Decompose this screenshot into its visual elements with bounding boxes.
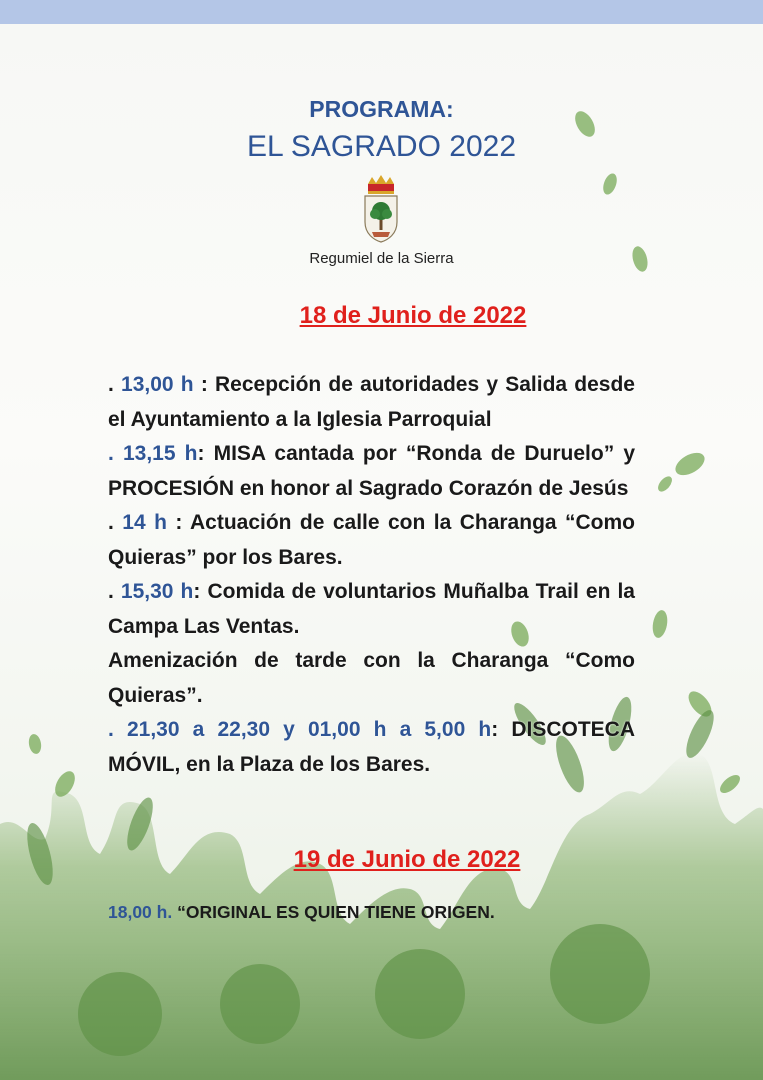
- entry-text: : MISA cantada por “Ronda de Duruelo” y PROCESIÓN en honor al Sagrado Corazón de Jesús: [108, 442, 635, 500]
- top-color-bar: [0, 0, 763, 24]
- program-label: PROGRAMA:: [309, 96, 454, 122]
- coat-of-arms-icon: [360, 174, 402, 244]
- day2-date: 19 de Junio de 2022: [293, 846, 521, 873]
- day1-schedule: [108, 368, 635, 782]
- event-title: EL SAGRADO 2022: [246, 130, 517, 163]
- schedule-entry: . 14 h : Actuación de calle con la Charanga “Como Quieras” por los Bares.: [108, 511, 635, 569]
- entry-time: 14 h: [122, 511, 167, 534]
- entry-text: “ORIGINAL ES QUIEN TIENE ORIGEN.: [177, 902, 495, 922]
- schedule-entry: . 13,00 h : Recepción de autoridades y Salida desde el Ayuntamiento a la Iglesia Parroquial: [108, 373, 635, 431]
- day2-entry: [108, 902, 668, 923]
- entry-time: 21,30 a 22,30 y 01,00 h a 5,00 h: [126, 718, 492, 741]
- schedule-entry: . 21,30 a 22,30 y 01,00 h a 5,00 h: DISCOTECA MÓVIL, en la Plaza de los Bares.: [108, 718, 636, 776]
- schedule-entry: . 15,30 h: Comida de voluntarios Muñalba Trail en la Campa Las Ventas.: [108, 580, 635, 638]
- day1-date: 18 de Junio de 2022: [299, 302, 527, 329]
- schedule-entry: . 13,15 h: MISA cantada por “Ronda de Duruelo” y PROCESIÓN en honor al Sagrado Corazón de Jesús: [108, 442, 635, 500]
- poster-page: [0, 24, 763, 1080]
- entry-time: 18,00 h.: [108, 902, 173, 922]
- entry-time: 13,15 h: [122, 442, 198, 465]
- entry-text: : DISCOTECA MÓVIL, en la Plaza de los Bares.: [108, 718, 636, 776]
- town-name: Regumiel de la Sierra: [309, 250, 454, 267]
- schedule-entry: [108, 644, 635, 713]
- entry-time: 15,30 h: [120, 580, 194, 603]
- entry-text: Amenización de tarde con la Charanga “Como Quieras”.: [108, 649, 635, 707]
- entry-text: : Comida de voluntarios Muñalba Trail en la Campa Las Ventas.: [108, 580, 635, 638]
- entry-text: : Recepción de autoridades y Salida desde el Ayuntamiento a la Iglesia Parroquial: [108, 373, 635, 431]
- entry-text: : Actuación de calle con la Charanga “Como Quieras” por los Bares.: [108, 511, 635, 569]
- entry-time: 13,00 h: [121, 373, 194, 396]
